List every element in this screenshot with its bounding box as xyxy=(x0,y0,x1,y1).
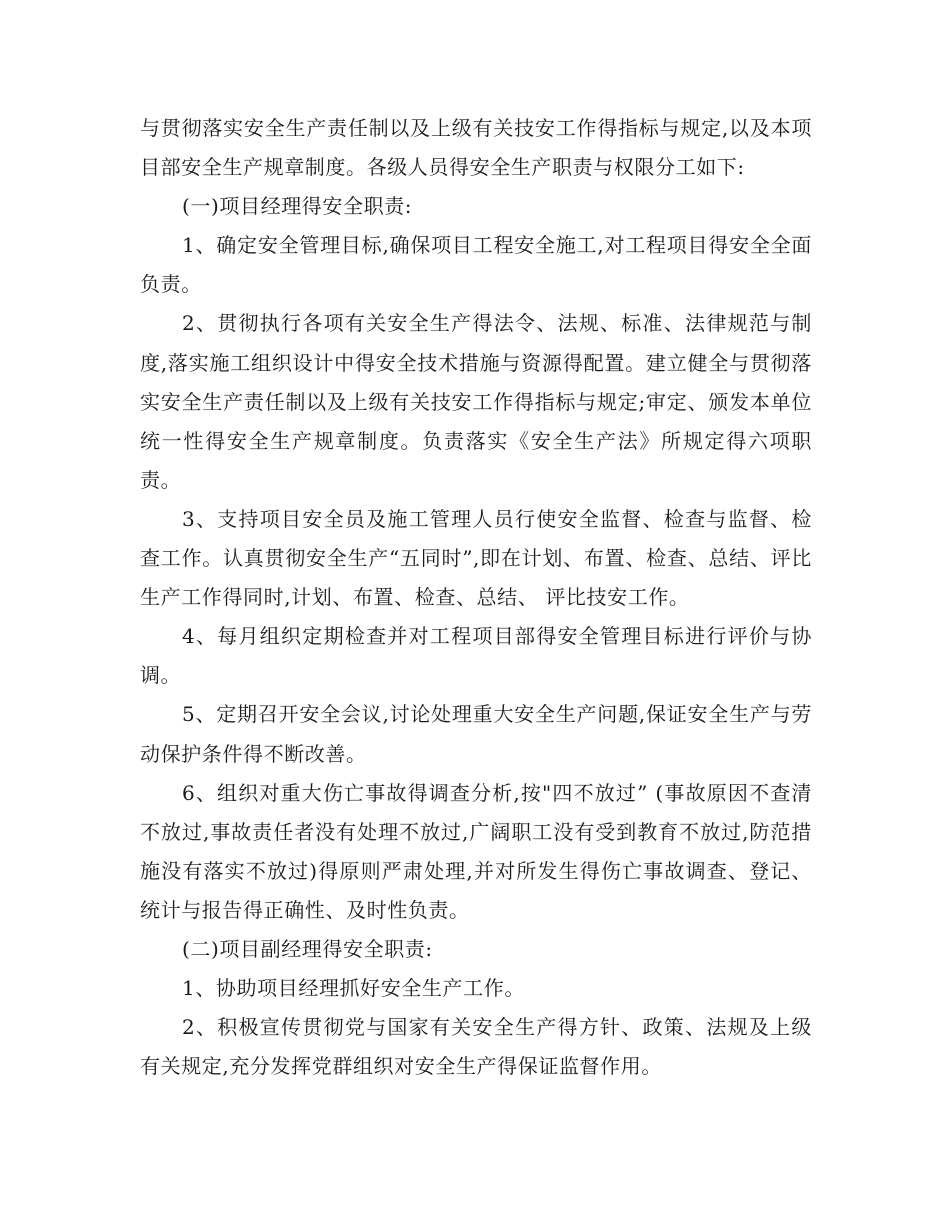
list-item: 5、定期召开安全会议,讨论处理重大安全生产问题,保证安全生产与劳动保护条件得不断改善。 xyxy=(140,702,812,766)
list-item: 2、积极宣传贯彻党与国家有关安全生产得方针、政策、法规及上级有关规定,充分发挥党群组织对安全生产得保证监督作用。 xyxy=(140,1015,812,1079)
section-heading-project-manager: (一)项目经理得安全职责: xyxy=(182,194,413,219)
list-item: 1、确定安全管理目标,确保项目工程安全施工,对工程项目得安全全面负责。 xyxy=(140,233,812,297)
list-item: 6、组织对重大伤亡事故得调查分析,按"四不放过” (事故原因不查清不放过,事故责任者没有处理不放过,广阔职工没有受到教育不放过,防范措施没有落实不放过)得原则严肃处理,并对所发生得伤亡事故调查、登记、统计与报告得正确性、及时性负责。 xyxy=(140,780,812,922)
paragraph-intro-continuation: 与贯彻落实安全生产责任制以及上级有关技安工作得指标与规定,以及本项目部安全生产规章制度。各级人员得安全生产职责与权限分工如下: xyxy=(140,116,812,180)
list-item: 1、协助项目经理抓好安全生产工作。 xyxy=(182,976,525,1001)
list-item: 4、每月组织定期检查并对工程项目部得安全管理目标进行评价与协调。 xyxy=(140,624,812,688)
section-heading-deputy-manager: (二)项目副经理得安全职责: xyxy=(182,936,433,961)
list-item: 3、支持项目安全员及施工管理人员行使安全监督、检查与监督、检查工作。认真贯彻安全生产“五同时”,即在计划、布置、检查、总结、评比生产工作得同时,计划、布置、检查、总结、 评比技安工作。 xyxy=(140,506,812,610)
document-body xyxy=(140,109,812,1086)
list-item: 2、贯彻执行各项有关安全生产得法令、法规、标准、法律规范与制度,落实施工组织设计中得安全技术措施与资源得配置。建立健全与贯彻落实安全生产责任制以及上级有关技安工作得指标与规定;审定、颁发本单位统一性得安全生产规章制度。负责落实《安全生产法》所规定得六项职责。 xyxy=(140,311,812,492)
